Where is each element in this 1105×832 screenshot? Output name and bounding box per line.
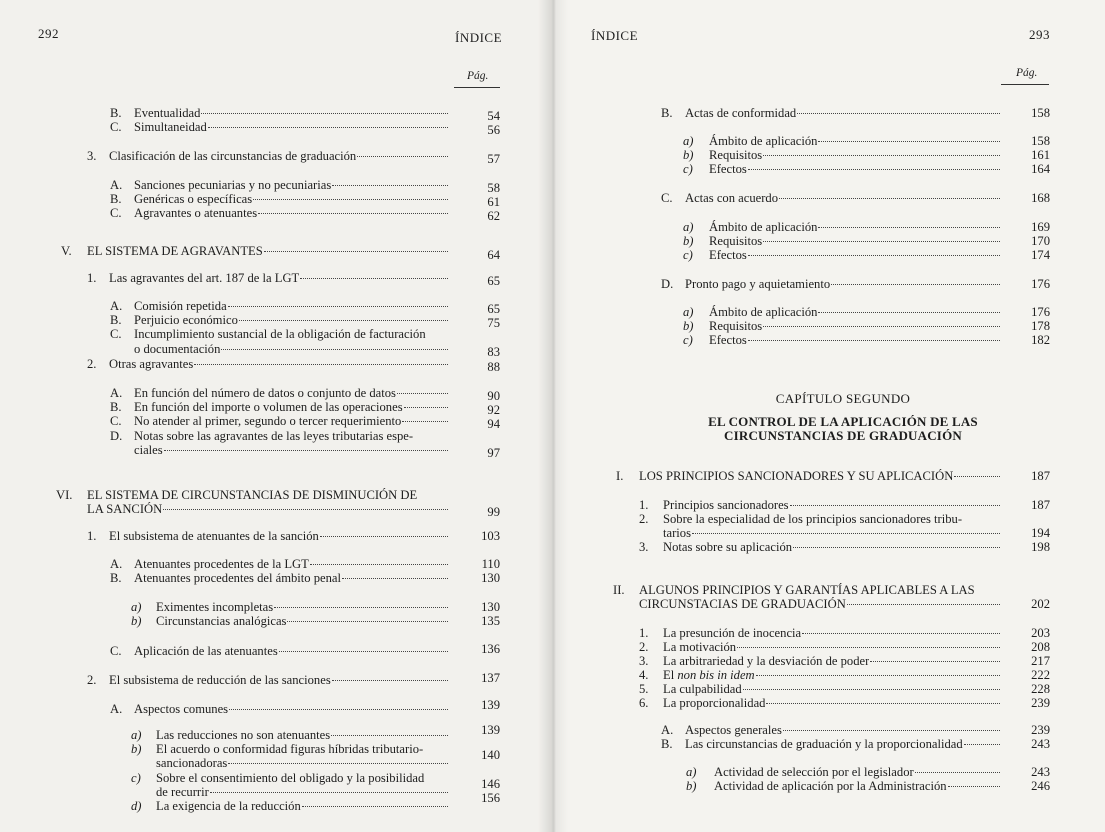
toc-entry [683,162,1050,177]
toc-entry [683,234,1050,249]
entry-page: 243 [1031,765,1050,779]
entry-number: A. [661,723,674,737]
entry-page: 75 [487,316,500,330]
entry-page: 164 [1031,162,1050,176]
entry-label: Ámbito de aplicación [709,134,818,148]
toc-entry [110,120,500,135]
entry-number: II. [613,583,625,597]
entry-number: 6. [639,696,649,710]
entry-label-cont: sancionadoras [156,756,228,770]
entry-number: 3. [639,540,649,554]
entry-label: Actividad de aplicación por la Administración [714,779,947,793]
toc-entry [110,178,500,193]
toc-entry [683,319,1050,334]
entry-page: 246 [1031,779,1050,793]
toc-entry [110,106,500,121]
entry-page: 99 [487,505,500,519]
toc-entry [683,134,1050,149]
toc-entry [110,644,500,659]
toc-section-line2 [639,597,1050,612]
entry-number: b) [683,234,694,248]
entry-page: 239 [1031,696,1050,710]
toc-entry-line1 [131,771,424,786]
entry-number: 3. [87,149,97,163]
entry-label: Ámbito de aplicación [709,220,818,234]
chapter-title-line1: EL CONTROL DE LA APLICACIÓN DE LAS [708,414,978,429]
page-number: 293 [1029,27,1050,42]
entry-number: C. [110,120,122,134]
entry-number: A. [110,178,123,192]
entry-label: El acuerdo o conformidad figuras híbridas tributario- [156,742,424,756]
entry-label: Pronto pago y aquietamiento [685,277,831,291]
entry-number: 2. [87,357,97,371]
entry-page: 158 [1031,106,1050,120]
toc-entry [639,626,1050,641]
entry-page: 90 [487,389,500,403]
entry-page: 178 [1031,319,1050,333]
entry-page: 130 [481,600,500,614]
entry-number: a) [131,728,142,742]
toc-entry-line2 [134,342,500,357]
entry-label: Las circunstancias de graduación y la proporcionalidad [685,737,963,751]
entry-page: 58 [487,181,500,195]
entry-page: 146 [481,777,500,791]
entry-page: 97 [487,446,500,460]
entry-label: Requisitos [709,148,763,162]
entry-number: C. [661,191,673,205]
entry-label: Efectos [709,248,747,262]
entry-label: El subsistema de reducción de las sanciones [109,673,331,687]
entry-number: B. [110,106,122,120]
entry-number: I. [616,469,624,483]
entry-label: ALGUNOS PRINCIPIOS Y GARANTÍAS APLICABLES A LAS [639,583,975,597]
entry-page: 168 [1031,191,1050,205]
entry-number: A. [110,557,123,571]
entry-label: El subsistema de atenuantes de la sanción [109,529,319,543]
entry-number: B. [661,737,673,751]
entry-label: Ámbito de aplicación [709,305,818,319]
toc-section [616,469,1050,484]
entry-label: Actas con acuerdo [685,191,779,205]
entry-label-cont: o documentación [134,342,221,356]
entry-label-cont: ciales [134,443,163,457]
entry-page: 57 [487,152,500,166]
entry-page: 161 [1031,148,1050,162]
entry-label: EL SISTEMA DE AGRAVANTES [87,244,263,258]
toc-entry [87,271,500,286]
entry-label: Notas sobre las agravantes de las leyes tributarias espe- [134,429,414,443]
entry-number: B. [110,400,122,414]
entry-label: EL SISTEMA DE CIRCUNSTANCIAS DE DISMINUCIÓN DE [87,488,418,502]
running-header: ÍNDICE [591,28,639,43]
toc-entry [686,765,1050,780]
toc-entry [110,299,500,314]
toc-entry-line2 [134,443,500,458]
entry-number: a) [686,765,697,779]
entry-page: 228 [1031,682,1050,696]
entry-label: Aplicación de las atenuantes [134,644,278,658]
entry-number: c) [683,162,693,176]
toc-entry [639,540,1050,555]
entry-label: Clasificación de las circunstancias de graduación [109,149,357,163]
entry-page: 198 [1031,540,1050,554]
running-header: ÍNDICE [455,30,503,45]
entry-label: Sanciones pecuniarias y no pecuniarias [134,178,332,192]
entry-label: Eventualidad [134,106,201,120]
entry-number: C. [110,644,122,658]
chapter-label: CAPÍTULO SEGUNDO [775,391,911,406]
entry-page: 62 [487,209,500,223]
entry-label: Efectos [709,162,747,176]
toc-entry [661,191,1050,206]
entry-page: 136 [481,642,500,656]
entry-number: C. [110,327,122,341]
entry-number: 1. [87,529,97,543]
entry-page: 83 [487,345,500,359]
toc-entry-line1 [110,327,426,342]
entry-page: 194 [1031,526,1050,540]
toc-entry-line1 [131,742,423,757]
entry-label: Requisitos [709,234,763,248]
toc-entry [683,220,1050,235]
entry-number: V. [61,244,72,258]
right-page [553,0,1105,832]
entry-page: 170 [1031,234,1050,248]
toc-entry [639,696,1050,711]
entry-number: a) [683,134,694,148]
toc-entry [110,192,500,207]
toc-entry [639,668,1050,683]
entry-page: 169 [1031,220,1050,234]
entry-label-cont: de recurrir [156,785,209,799]
entry-number: d) [131,799,142,813]
entry-number: b) [131,742,142,756]
toc-entry [683,248,1050,263]
toc-entry [661,737,1050,752]
entry-label: LOS PRINCIPIOS SANCIONADORES Y SU APLICACIÓN [639,469,954,483]
entry-page: 239 [1031,723,1050,737]
toc-entry [639,654,1050,669]
entry-page: 65 [487,274,500,288]
entry-number: 2. [639,640,649,654]
toc-entry [87,357,500,372]
entry-page: 208 [1031,640,1050,654]
entry-label: Las agravantes del art. 187 de la LGT [109,271,300,285]
entry-label: Atenuantes procedentes de la LGT [134,557,309,571]
entry-label: Las reducciones no son atenuantes [156,728,331,742]
entry-page: 176 [1031,305,1050,319]
entry-label: Actividad de selección por el legislador [714,765,914,779]
toc-entry [110,414,500,429]
entry-number: a) [131,600,142,614]
entry-label: Otras agravantes [109,357,194,371]
toc-entry [110,386,500,401]
toc-entry [639,682,1050,697]
toc-entry [87,673,500,688]
entry-page: 158 [1031,134,1050,148]
toc-entry [87,529,500,544]
toc-entry [683,305,1050,320]
toc-entry-line1 [639,512,962,527]
entry-label: Sobre el consentimiento del obligado y la posibilidad [156,771,425,785]
entry-number: D. [110,429,123,443]
entry-page: 156 [481,791,500,805]
toc-section-line1 [56,488,417,503]
entry-page: 203 [1031,626,1050,640]
toc-entry [110,698,500,717]
entry-label: La motivación [663,640,737,654]
entry-page: 217 [1031,654,1050,668]
entry-number: b) [683,148,694,162]
entry-number: B. [110,313,122,327]
entry-number: D. [661,277,674,291]
entry-number: b) [683,319,694,333]
entry-label: Incumplimiento sustancial de la obligación de facturación [134,327,426,341]
entry-page: 140 [481,748,500,762]
entry-page: 137 [481,671,500,685]
entry-label: Notas sobre su aplicación [663,540,793,554]
entry-number: B. [661,106,673,120]
entry-page: 110 [481,557,500,571]
toc-entry-line1 [110,429,413,444]
entry-number: 4. [639,668,649,682]
entry-label: La presunción de inocencia [663,626,802,640]
entry-label: Actas de conformidad [685,106,797,120]
entry-page: 243 [1031,737,1050,751]
entry-label-italic: non bis in idem [677,668,755,682]
entry-page: 64 [487,248,500,262]
entry-number: 3. [639,654,649,668]
entry-label: La culpabilidad [663,682,742,696]
toc-entry [639,498,1050,513]
entry-page: 88 [487,360,500,374]
entry-number: a) [683,220,694,234]
entry-number: 2. [639,512,649,526]
toc-entry [110,313,500,328]
entry-number: A. [110,299,123,313]
entry-number: b) [686,779,697,793]
entry-label-cont: CIRCUNSTACIAS DE GRADUACIÓN [639,597,846,611]
entry-number: 2. [87,673,97,687]
toc-entry [110,400,500,415]
entry-page: 222 [1031,668,1050,682]
entry-page: 65 [487,302,500,316]
entry-number: c) [131,771,141,785]
toc-entry [661,723,1050,738]
toc-entry [686,779,1050,794]
entry-number: A. [110,702,123,716]
entry-page: 94 [487,417,500,431]
entry-page: 139 [481,698,500,712]
toc-section-line1 [613,583,975,598]
entry-number: c) [683,248,693,262]
toc-entry [131,600,500,615]
toc-entry [661,106,1050,121]
entry-label: Eximentes incompletas [156,600,274,614]
toc-entry [110,206,500,221]
entry-page: 103 [481,529,500,543]
toc-entry [683,148,1050,163]
entry-page: 202 [1031,597,1050,611]
entry-label-cont: LA SANCIÓN [87,502,163,516]
entry-page: 139 [481,723,500,737]
entry-label: Atenuantes procedentes del ámbito penal [134,571,342,585]
entry-number: a) [683,305,694,319]
entry-label: Aspectos generales [685,723,782,737]
toc-entry [639,640,1050,655]
entry-label: En función del número de datos o conjunto de datos [134,386,396,400]
entry-page: 92 [487,403,500,417]
entry-number: 5. [639,682,649,696]
entry-number: b) [131,614,142,628]
entry-label: En función del importe o volumen de las operaciones [134,400,403,414]
toc-entry [131,614,500,629]
entry-number: B. [110,192,122,206]
pag-label: Pág. [467,70,489,82]
entry-label: Requisitos [709,319,763,333]
entry-label: No atender al primer, segundo o tercer requerimiento [134,414,402,428]
toc-entry [110,571,500,586]
toc-entry [87,149,500,164]
entry-label: La exigencia de la reducción [156,799,301,813]
toc-entry-line2 [663,526,1050,541]
pag-rule [454,87,500,88]
entry-label: Perjuicio económico [134,313,238,327]
entry-number: VI. [56,488,73,502]
pag-rule [1001,84,1049,85]
entry-label: Simultaneidad [134,120,207,134]
entry-number: C. [110,414,122,428]
entry-label: Genéricas o específicas [134,192,253,206]
toc-entry [661,277,1050,292]
toc-entry [110,557,500,572]
entry-number: 1. [87,271,97,285]
entry-page: 182 [1031,333,1050,347]
entry-page: 54 [487,109,500,123]
entry-label: La proporcionalidad [663,696,766,710]
pag-label: Pág. [1016,67,1038,79]
entry-label: Comisión repetida [134,299,227,313]
toc-section-line2 [87,502,500,517]
entry-label: Aspectos comunes [134,702,229,716]
entry-page: 174 [1031,248,1050,262]
entry-number: B. [110,571,122,585]
entry-page: 56 [487,123,500,137]
entry-number: 1. [639,498,649,512]
entry-page: 187 [1031,469,1050,483]
entry-label: El [663,668,678,682]
entry-label: Efectos [709,333,747,347]
entry-label: Principios sancionadores [663,498,789,512]
entry-page: 130 [481,571,500,585]
entry-label-cont: tarios [663,526,691,540]
chapter-title-line2: CIRCUNSTANCIAS DE GRADUACIÓN [724,428,962,443]
entry-label: Sobre la especialidad de los principios sancionadores tribu- [663,512,963,526]
toc-section [61,244,500,262]
entry-number: c) [683,333,693,347]
entry-number: C. [110,206,122,220]
entry-label: Agravantes o atenuantes [134,206,258,220]
toc-entry [683,333,1050,348]
page-number: 292 [38,26,59,41]
entry-page: 135 [481,614,500,628]
entry-page: 176 [1031,277,1050,291]
entry-label: La arbitrariedad y la desviación de poder [663,654,870,668]
entry-number: A. [110,386,123,400]
entry-number: 1. [639,626,649,640]
toc-entry [131,723,500,743]
entry-label: Circunstancias analógicas [156,614,287,628]
entry-page: 187 [1031,498,1050,512]
entry-page: 61 [487,195,500,209]
